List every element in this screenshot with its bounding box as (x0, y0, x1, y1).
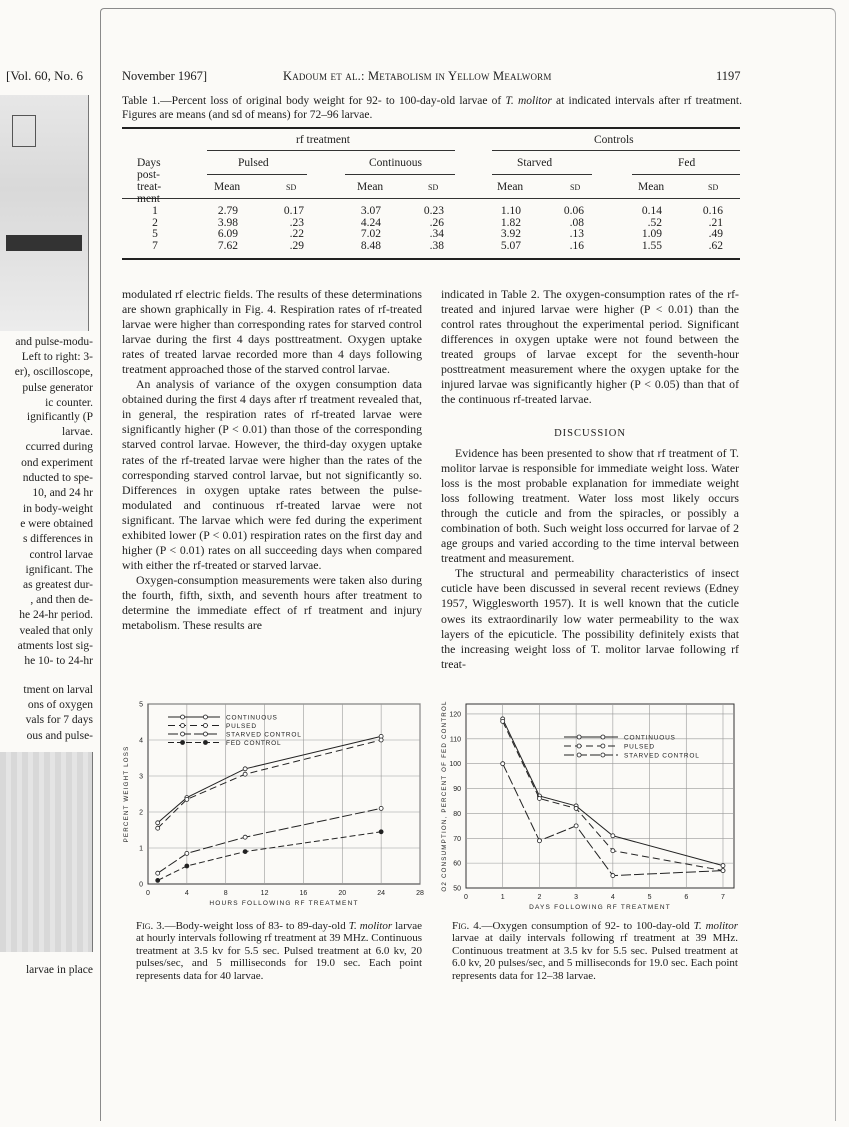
table-col-mean: Mean (497, 181, 524, 193)
y-tick-label: 2 (139, 809, 143, 817)
table-cell-fed-mean: 1.55 (641, 239, 662, 252)
y-tick-label: 50 (453, 885, 461, 893)
facing-text-line: ons of oxygen (27, 699, 93, 712)
data-point (537, 796, 541, 800)
y-tick-label: 100 (449, 761, 461, 769)
table-cell-days: 7 (152, 239, 158, 252)
y-tick-label: 60 (453, 860, 461, 868)
table-cell-starved-mean: 1.82 (500, 216, 521, 229)
x-tick-label: 2 (537, 894, 542, 901)
figure-4-chart (432, 692, 742, 917)
legend-marker (203, 724, 207, 728)
facing-text-line: and pulse-modu- (15, 336, 93, 348)
table-cell-starved-sd: .08 (569, 216, 584, 229)
table-cell-pulsed-sd: .22 (289, 228, 304, 240)
paragraph: indicated in Table 2. The oxygen-consumption rates of the rf-treated and injured larvae were higher (P < 0.01) than the control rates throughout the experimental period. Significant differences in oxygen uptake were not found between the treated groups of larvae except for the seventh-hour posttreatment measurement where the oxygen uptake for the injured larvae was significantly higher (P < 0.05) than that of the continuous rf-treated larvae. (441, 287, 739, 407)
right-column-top (441, 287, 739, 407)
data-point (611, 834, 615, 838)
facing-page-strip (0, 0, 97, 1127)
legend-label: PULSED (624, 743, 655, 751)
table-rule-pulsed (207, 174, 307, 175)
data-point (611, 849, 615, 853)
table-col-mean: Mean (214, 181, 241, 193)
plot-frame (466, 704, 734, 888)
x-tick-label: 8 (223, 890, 228, 897)
x-tick-label: 28 (416, 890, 424, 897)
data-point (379, 806, 383, 810)
x-tick-label: 3 (574, 894, 579, 901)
data-point (501, 762, 505, 766)
discussion-heading: DISCUSSION (554, 428, 626, 439)
legend-marker (181, 732, 185, 736)
table-sub-continuous: Continuous (369, 157, 423, 169)
facing-text-line: ccurred during (25, 441, 93, 454)
table-cell-days: 2 (152, 216, 158, 229)
legend-marker (203, 732, 207, 736)
legend-marker (203, 715, 207, 719)
y-axis-label: PERCENT WEIGHT LOSS (123, 745, 130, 843)
table-cell-days: 1 (152, 205, 158, 217)
table-rule-continuous (345, 174, 455, 175)
table-col-sd: sd (428, 181, 439, 193)
data-point (156, 826, 160, 830)
facing-text-line: ignificantly (P (26, 411, 93, 423)
facing-text-line: pulse generator (22, 381, 93, 394)
facing-text-line: Left to right: 3- (21, 351, 93, 364)
legend-marker (601, 744, 605, 748)
table-stub-head-4: ment (137, 193, 160, 205)
facing-bottom-line: larvae in place (25, 964, 93, 976)
legend-marker (601, 753, 605, 757)
facing-text-line: in body-weight (23, 503, 93, 515)
legend-marker (203, 741, 207, 745)
facing-text-line: 10, and 24 hr (32, 487, 93, 499)
y-tick-label: 3 (139, 773, 143, 781)
table-cell-continuous-mean: 7.02 (360, 228, 381, 240)
table-group-rf: rf treatment (296, 134, 350, 146)
data-point (156, 878, 160, 882)
table-stub-head-1: Days (137, 157, 161, 169)
table-stub-head-3: treat- (137, 181, 162, 193)
facing-text-line: tment on larval (23, 684, 93, 696)
facing-text-line: larvae. (62, 426, 93, 439)
data-point (185, 864, 189, 868)
data-point (574, 806, 578, 810)
paragraph: Oxygen-consumption measurements were taken also during the fourth, fifth, sixth, and seventh hours after treatment to determine the immediate effect of rf treatment and injury metabolism. These results are (122, 572, 422, 633)
table-cell-fed-sd: .49 (708, 228, 723, 240)
header-running-title: Kadoum et al.: Metabolism in Yellow Mealworm (283, 69, 552, 83)
table-sub-starved: Starved (517, 157, 553, 169)
table-col-sd: sd (286, 181, 297, 193)
y-tick-label: 80 (453, 810, 461, 818)
legend-label: PULSED (226, 723, 257, 730)
paragraph: An analysis of variance of the oxygen consumption data obtained during the first 4 days after rf treatment revealed that, in general, the respiration rates of rf-treated larvae were significantly higher (P < 0.01) than those of the corresponding starved control larvae. However, the third-day oxygen uptake rates of the rf-treated larvae were higher than the rates of the corresponding starved control larvae, but not significantly so. Differences in oxygen uptake rates between the pulse-modulated and continuous rf-treated larvae were not significant. The larvae which were fed during the experiment exhibited lower (P < 0.01) respiration rates on the first day and higher (P < 0.01) rates on all succeeding days when compared with either the rf-treated or starved larvae. (122, 377, 422, 572)
y-tick-label: 5 (139, 701, 143, 709)
table-cell-starved-mean: 3.92 (500, 228, 521, 240)
table-controls-rule (492, 150, 740, 151)
data-point (379, 738, 383, 742)
legend-marker (181, 724, 185, 728)
data-point (379, 830, 383, 834)
table-cell-pulsed-mean: 2.79 (217, 205, 238, 217)
table-cell-fed-mean: 1.09 (641, 228, 662, 240)
table-cell-fed-sd: .62 (708, 239, 723, 252)
table-bottom-rule (122, 258, 740, 260)
table-col-sd: sd (570, 181, 581, 193)
series-line (158, 832, 381, 881)
header-page-number: 1197 (716, 69, 741, 83)
paragraph: Evidence has been presented to show that rf treatment of T. molitor larvae is responsible for immediate weight loss. Water loss is the most probable explanation for immediate weight loss following treatment. Water loss most likely occurs through the cuticle and from the spiracles, or possibly a combination of both. Such weight loss occurred for larvae of 2 age groups and varied according to the time interval between treatment and measurement. (441, 446, 739, 566)
legend-marker (577, 735, 581, 739)
data-point (243, 850, 247, 854)
x-tick-label: 7 (721, 894, 725, 901)
data-point (537, 839, 541, 843)
legend-label: STARVED CONTROL (226, 731, 302, 739)
table-caption: Table 1.—Percent loss of original body weight for 92- to 100-day-old larvae of T. molitor at indicated intervals after rf treatment. Figures are means (and sd of means) for 72–96 larvae. (122, 95, 742, 121)
table-cell-pulsed-mean: 3.98 (217, 216, 238, 229)
data-point (501, 719, 505, 723)
y-tick-label: 1 (139, 845, 143, 853)
x-tick-label: 20 (338, 890, 347, 897)
facing-text-line: atments lost sig- (17, 639, 93, 652)
x-tick-label: 4 (184, 890, 189, 897)
table-col-sd: sd (708, 181, 719, 193)
facing-text-line: vealed that only (19, 624, 93, 637)
table-cell-pulsed-mean: 7.62 (217, 239, 238, 252)
data-point (156, 821, 160, 825)
y-tick-label: 110 (449, 736, 461, 744)
x-axis-label: HOURS FOLLOWING RF TREATMENT (209, 900, 359, 907)
data-point (243, 767, 247, 771)
table-cell-starved-sd: .13 (569, 228, 584, 240)
facing-volume-label: [Vol. 60, No. 6 (6, 68, 84, 83)
x-axis-label: DAYS FOLLOWING RF TREATMENT (529, 904, 671, 911)
y-axis-label: O2 CONSUMPTION, PERCENT OF FED CONTROL (441, 700, 448, 892)
data-point (243, 772, 247, 776)
y-tick-label: 120 (449, 711, 461, 719)
x-tick-label: 1 (500, 894, 505, 901)
facing-text-line: he 24-hr period. (19, 609, 93, 622)
table-cell-fed-sd: 0.16 (702, 205, 723, 217)
facing-text-line: e were obtained (20, 518, 93, 531)
table-col-mean: Mean (357, 181, 384, 193)
facing-photo-larvae (0, 752, 93, 952)
legend-label: CONTINUOUS (226, 714, 278, 722)
legend-label: FED CONTROL (226, 740, 282, 747)
legend-label: STARVED CONTROL (624, 752, 700, 760)
table-cell-pulsed-mean: 6.09 (217, 228, 238, 240)
data-point (185, 797, 189, 801)
figure-4-caption: Fig. 4.—Oxygen consumption of 92- to 100-day-old T. molitor larvae at daily intervals following rf treatment at 39 MHz. Continuous treatment at 3.5 kv for 5.5 sec. Pulsed treatment at 6.0 kv, 20 pulses/sec, and 5 milliseconds for 19.0 sec. Each point represents data for 12–38 larvae. (452, 920, 738, 982)
table-cell-continuous-mean: 4.24 (360, 216, 381, 229)
table-cell-days: 5 (152, 228, 158, 240)
figure-3-caption: Fig. 3.—Body-weight loss of 83- to 89-day-old T. molitor larvae at hourly intervals following rf treatment at 39 MHz. Continuous treatment at 3.5 kv for 5.5 sec. Pulsed treatment at 6.0 kv, 20 pulses/sec, and 5 milliseconds for 19.0 sec. Each point represents data for 40 larvae. (136, 920, 422, 982)
table-cell-continuous-sd: .38 (429, 239, 444, 252)
legend-marker (577, 753, 581, 757)
y-tick-label: 4 (139, 737, 143, 745)
legend-marker (181, 715, 185, 719)
facing-text-line: er), oscilloscope, (14, 366, 93, 379)
left-column (122, 287, 422, 633)
table-cell-continuous-sd: .34 (429, 228, 444, 240)
data-point (574, 824, 578, 828)
facing-text-line: ond experiment (21, 456, 93, 469)
table-cell-fed-sd: .21 (708, 216, 723, 229)
table-cell-pulsed-sd: .29 (289, 239, 304, 252)
table-cell-continuous-mean: 8.48 (360, 239, 381, 252)
table-cell-fed-mean: 0.14 (641, 205, 662, 217)
y-tick-label: 70 (453, 835, 461, 843)
table-sub-pulsed: Pulsed (238, 157, 269, 169)
facing-text-line: ignificant. The (25, 563, 93, 576)
facing-text-line: vals for 7 days (25, 714, 93, 727)
table-sub-fed: Fed (678, 157, 696, 169)
x-tick-label: 0 (464, 894, 468, 901)
y-tick-label: 0 (139, 881, 143, 889)
data-point (185, 851, 189, 855)
table-rf-rule (207, 150, 455, 151)
facing-photo-apparatus (0, 95, 89, 331)
data-point (243, 835, 247, 839)
table-cell-starved-mean: 5.07 (500, 239, 521, 252)
table-rule-fed (632, 174, 740, 175)
table-header-rule (122, 198, 740, 199)
table-rule-starved (492, 174, 592, 175)
legend-marker (577, 744, 581, 748)
x-tick-label: 12 (260, 890, 269, 897)
x-tick-label: 5 (647, 894, 652, 901)
table-cell-pulsed-sd: .23 (289, 216, 304, 229)
table-cell-continuous-mean: 3.07 (360, 205, 381, 217)
legend-marker (181, 741, 185, 745)
table-cell-continuous-sd: .26 (429, 216, 444, 229)
table-col-mean: Mean (638, 181, 665, 193)
legend-label: CONTINUOUS (624, 734, 676, 742)
table-cell-fed-mean: .52 (647, 216, 662, 229)
figure-3-chart (118, 692, 428, 917)
table-top-rule (122, 127, 740, 129)
data-point (156, 871, 160, 875)
y-tick-label: 90 (453, 786, 461, 794)
facing-text-line: ic counter. (45, 396, 93, 409)
facing-text-line: nducted to spe- (22, 471, 93, 484)
facing-text-line: he 10- to 24-hr (24, 655, 93, 667)
table-cell-continuous-sd: 0.23 (423, 205, 444, 217)
right-column-discussion (441, 446, 739, 672)
series-line (158, 808, 381, 873)
legend-marker (601, 735, 605, 739)
paragraph: The structural and permeability characteristics of insect cuticle have been discussed in several recent reviews (Edney 1957, Wigglesworth 1957). It is well known that the cuticle owes its extraordinarily low water permeability to the wax layers of the epicuticle. The possibility definitely exists that the increasing weight loss of T. molitor larvae following rf treat- (441, 566, 739, 671)
facing-text-line: as greatest dur- (22, 579, 93, 591)
x-tick-label: 6 (684, 894, 689, 901)
table-cell-starved-sd: .16 (569, 239, 584, 252)
table-cell-pulsed-sd: 0.17 (283, 205, 304, 217)
x-tick-label: 4 (610, 894, 615, 901)
series-line (158, 736, 381, 822)
facing-text-line: s differences in (22, 533, 93, 546)
facing-text-line: , and then de- (30, 594, 93, 607)
facing-text-line: control larvae (29, 548, 93, 561)
table-cell-starved-sd: 0.06 (563, 205, 584, 217)
x-tick-label: 0 (146, 890, 150, 897)
table-group-controls: Controls (594, 134, 634, 146)
data-point (611, 874, 615, 878)
x-tick-label: 24 (377, 890, 386, 897)
paragraph: modulated rf electric fields. The results of these determinations are shown graphically in Fig. 4. Respiration rates of rf-treated larvae were higher than corresponding rates for starved control larvae during the first 4 days posttreatment. Oxygen uptake rates of treated larvae recorded more than 4 days following treatment approached those of the starved control larvae. (122, 287, 422, 377)
table-stub-head-2: post- (137, 169, 160, 181)
facing-text-line: ous and pulse- (26, 729, 93, 742)
header-date: November 1967] (122, 69, 208, 83)
data-point (721, 869, 725, 873)
table-cell-starved-mean: 1.10 (500, 205, 521, 217)
x-tick-label: 16 (299, 890, 308, 897)
series-line (158, 740, 381, 828)
data-point (721, 864, 725, 868)
